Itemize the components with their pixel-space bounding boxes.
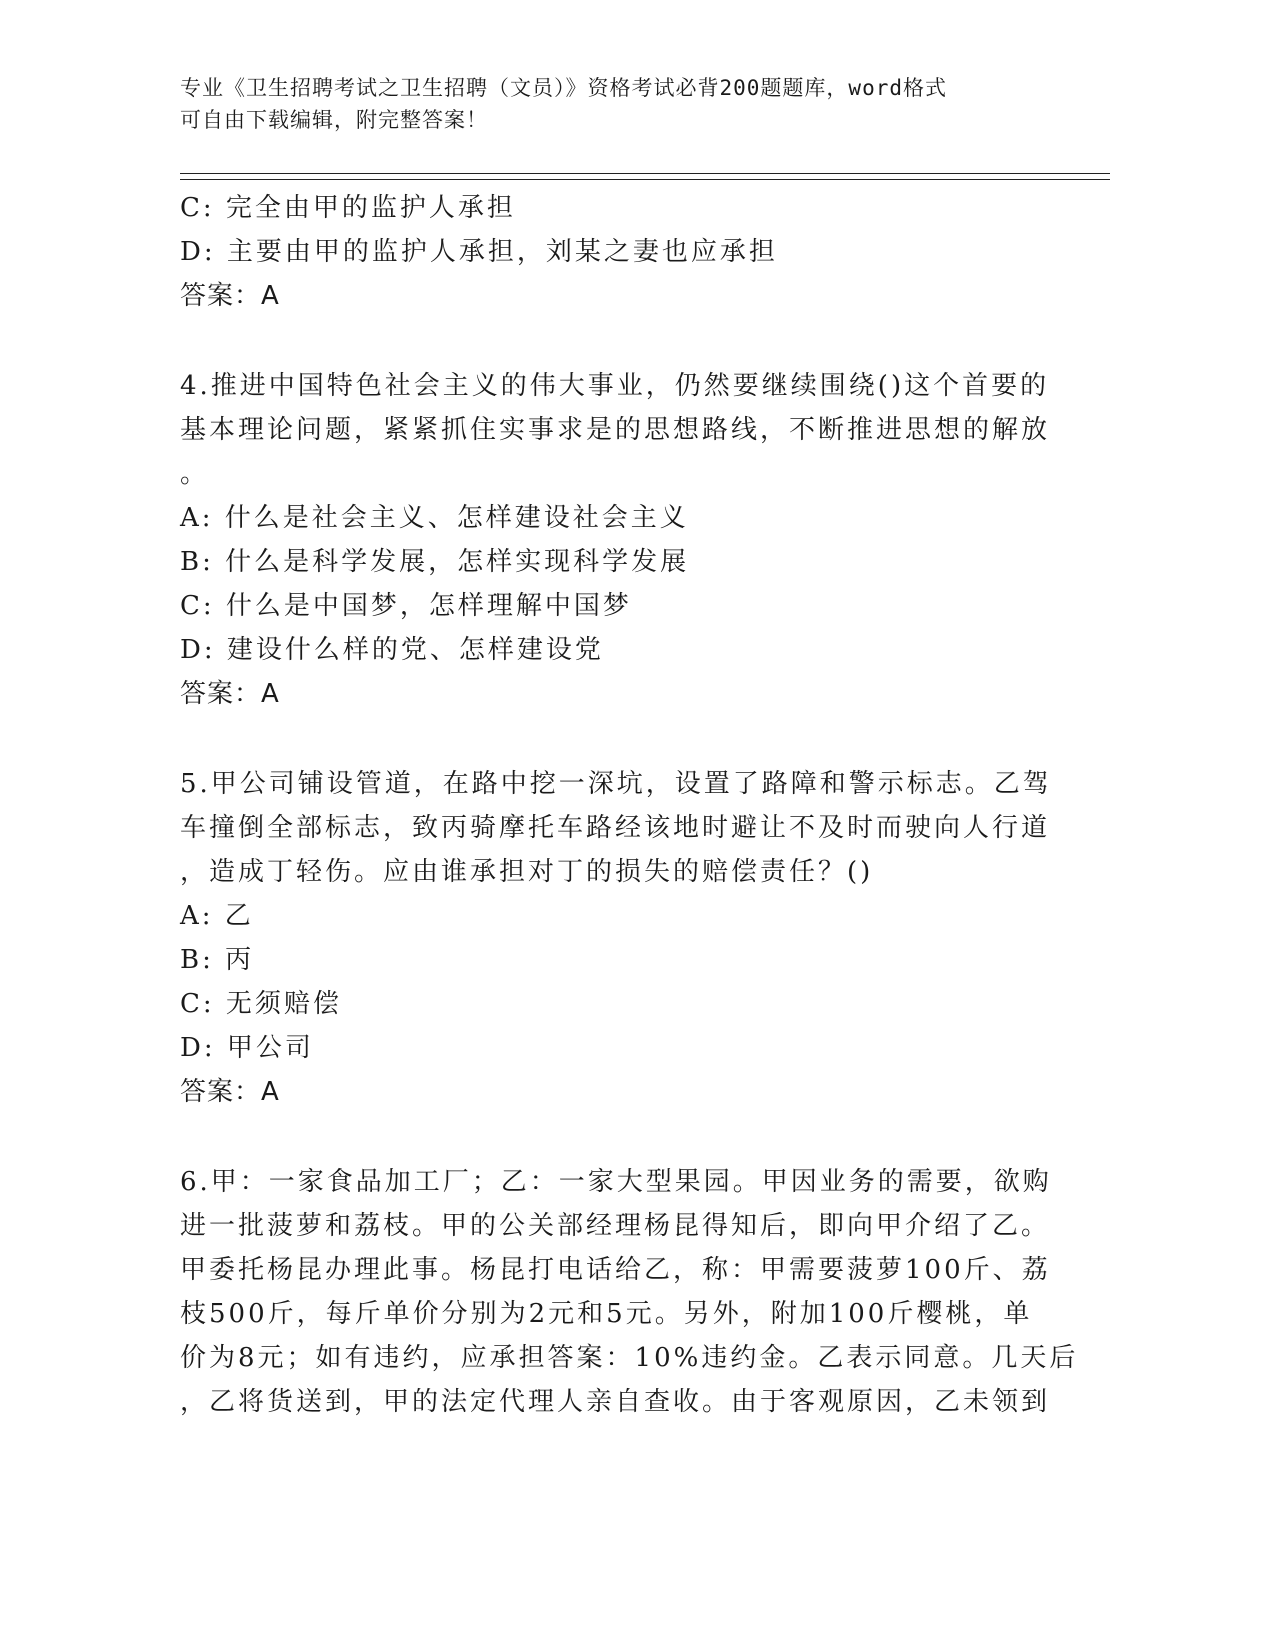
option-d: D: 建设什么样的党、怎样建设党: [180, 635, 604, 665]
question-stem-line: 枝500斤，每斤单价分别为2元和5元。另外，附加100斤樱桃，单: [180, 1299, 1033, 1329]
question-stem-line: 甲委托杨昆办理此事。杨昆打电话给乙，称：甲需要菠萝100斤、荔: [180, 1255, 1051, 1285]
option-c: C: 无须赔偿: [180, 989, 342, 1019]
question-stem-line: 价为8元；如有违约，应承担答案：10%违约金。乙表示同意。几天后: [180, 1343, 1079, 1373]
question-stem-line: ，造成丁轻伤。应由谁承担对丁的损失的赔偿责任？(): [180, 857, 874, 887]
question-stem-line: 4.推进中国特色社会主义的伟大事业，仍然要继续围绕()这个首要的: [180, 371, 1050, 401]
option-d: D: 主要由甲的监护人承担，刘某之妻也应承担: [180, 237, 778, 267]
option-b: B: 什么是科学发展，怎样实现科学发展: [180, 547, 690, 577]
question-6: [180, 1160, 1079, 1424]
option-a: A: 乙: [180, 901, 254, 931]
question-stem-line: 6.甲：一家食品加工厂；乙：一家大型果园。甲因业务的需要，欲购: [180, 1167, 1052, 1197]
question-stem-line: 基本理论问题，紧紧抓住实事求是的思想路线，不断推进思想的解放: [180, 415, 1051, 445]
question-stem-line: ，乙将货送到，甲的法定代理人亲自查收。由于客观原因，乙未领到: [180, 1387, 1051, 1417]
option-a: A: 什么是社会主义、怎样建设社会主义: [180, 503, 689, 533]
question-stem-line: 车撞倒全部标志，致丙骑摩托车路经该地时避让不及时而驶向人行道: [180, 813, 1051, 843]
option-c: C: 什么是中国梦，怎样理解中国梦: [180, 591, 632, 621]
question-stem-line: 。: [180, 459, 210, 489]
spacer: [180, 716, 1060, 762]
option-c: C: 完全由甲的监护人承担: [180, 193, 516, 223]
answer: 答案：A: [180, 679, 280, 709]
header-line-1: 专业《卫生招聘考试之卫生招聘（文员）》资格考试必背200题题库，word格式: [180, 76, 947, 100]
spacer: [180, 318, 1060, 364]
header-divider: [180, 173, 1110, 180]
option-d: D: 甲公司: [180, 1033, 314, 1063]
question-stem-line: 进一批菠萝和荔枝。甲的公关部经理杨昆得知后，即向甲介绍了乙。: [180, 1211, 1051, 1241]
question-3-tail: [180, 186, 1060, 318]
question-4: [180, 364, 1060, 716]
header-line-2: 可自由下载编辑，附完整答案！: [180, 108, 488, 132]
question-5: [180, 762, 1060, 1114]
option-b: B: 丙: [180, 945, 255, 975]
spacer: [180, 1114, 1060, 1160]
answer: 答案：A: [180, 1077, 280, 1107]
answer: 答案：A: [180, 281, 280, 311]
document-header: [180, 72, 1060, 136]
document-body: [180, 186, 1079, 1424]
question-stem-line: 5.甲公司铺设管道，在路中挖一深坑，设置了路障和警示标志。乙驾: [180, 769, 1052, 799]
